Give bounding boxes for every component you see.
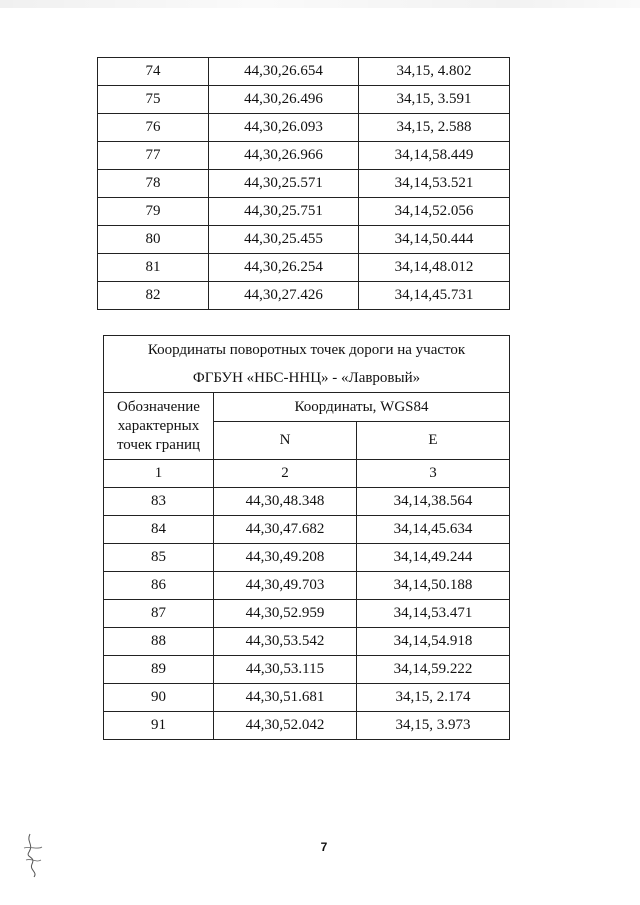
table-row — [104, 656, 510, 684]
coordinate-e: 34,14,54.918 — [357, 628, 510, 656]
coordinate-e: 34,15, 4.802 — [359, 58, 510, 86]
table-row — [98, 170, 510, 198]
table-row — [104, 628, 510, 656]
table-row — [98, 86, 510, 114]
point-number: 89 — [104, 656, 214, 684]
table-row — [104, 488, 510, 516]
coordinate-n: 44,30,25.455 — [209, 226, 359, 254]
coordinate-e: 34,15, 3.973 — [357, 712, 510, 740]
point-number: 83 — [104, 488, 214, 516]
coordinate-n: 44,30,26.093 — [209, 114, 359, 142]
coordinate-e: 34,14,45.634 — [357, 516, 510, 544]
coordinate-n: 44,30,27.426 — [209, 282, 359, 310]
table-title — [104, 336, 510, 393]
coordinate-e: 34,14,53.471 — [357, 600, 510, 628]
point-number: 85 — [104, 544, 214, 572]
point-number: 87 — [104, 600, 214, 628]
coordinate-e: 34,14,58.449 — [359, 142, 510, 170]
coordinate-n: 44,30,25.751 — [209, 198, 359, 226]
coordinate-n: 44,30,53.115 — [214, 656, 357, 684]
table-row — [104, 544, 510, 572]
coordinate-n: 44,30,51.681 — [214, 684, 357, 712]
coordinate-n: 44,30,47.682 — [214, 516, 357, 544]
column-number-2: 2 — [214, 460, 357, 488]
table-row — [98, 58, 510, 86]
point-number: 91 — [104, 712, 214, 740]
point-number: 88 — [104, 628, 214, 656]
table-row — [98, 142, 510, 170]
coordinate-e: 34,14,48.012 — [359, 254, 510, 282]
coordinate-n: 44,30,26.654 — [209, 58, 359, 86]
page-number: 7 — [320, 840, 328, 854]
coordinate-e: 34,14,49.244 — [357, 544, 510, 572]
road-coordinates-table — [103, 335, 510, 740]
coordinate-e: 34,14,45.731 — [359, 282, 510, 310]
table-row — [104, 684, 510, 712]
coordinate-n: 44,30,49.703 — [214, 572, 357, 600]
point-number: 75 — [98, 86, 209, 114]
coordinate-n: 44,30,53.542 — [214, 628, 357, 656]
coordinate-e: 34,15, 2.588 — [359, 114, 510, 142]
coordinate-n: 44,30,26.496 — [209, 86, 359, 114]
coordinates-table-continued — [97, 57, 510, 310]
point-number: 90 — [104, 684, 214, 712]
coordinate-e: 34,14,59.222 — [357, 656, 510, 684]
header-coordinates: Координаты, WGS84 — [214, 393, 510, 422]
table-title-line-2: ФГБУН «НБС-ННЦ» - «Лавровый» — [192, 370, 421, 386]
coordinate-n: 44,30,52.042 — [214, 712, 357, 740]
coordinate-e: 34,14,53.521 — [359, 170, 510, 198]
point-number: 80 — [98, 226, 209, 254]
point-number: 84 — [104, 516, 214, 544]
coordinate-n: 44,30,25.571 — [209, 170, 359, 198]
coordinate-e: 34,14,52.056 — [359, 198, 510, 226]
point-number: 74 — [98, 58, 209, 86]
coordinate-e: 34,15, 3.591 — [359, 86, 510, 114]
table-row — [104, 712, 510, 740]
table-row — [98, 226, 510, 254]
table-row — [98, 114, 510, 142]
column-number-3: 3 — [357, 460, 510, 488]
coordinate-e: 34,14,50.188 — [357, 572, 510, 600]
column-number-1: 1 — [104, 460, 214, 488]
table-row — [98, 254, 510, 282]
header-designation: Обозначение характерных точек границ — [104, 393, 214, 460]
coordinate-n: 44,30,26.254 — [209, 254, 359, 282]
table-title-line-1: Координаты поворотных точек дороги на участок — [147, 342, 466, 358]
coordinate-n: 44,30,52.959 — [214, 600, 357, 628]
point-number: 86 — [104, 572, 214, 600]
coordinate-n: 44,30,48.348 — [214, 488, 357, 516]
coordinate-n: 44,30,26.966 — [209, 142, 359, 170]
point-number: 82 — [98, 282, 209, 310]
coordinate-e: 34,15, 2.174 — [357, 684, 510, 712]
point-number: 81 — [98, 254, 209, 282]
coordinate-e: 34,14,50.444 — [359, 226, 510, 254]
table-row — [98, 198, 510, 226]
point-number: 78 — [98, 170, 209, 198]
point-number: 77 — [98, 142, 209, 170]
coordinate-n: 44,30,49.208 — [214, 544, 357, 572]
header-e: E — [357, 422, 510, 460]
table-row — [104, 516, 510, 544]
table-row — [98, 282, 510, 310]
header-n: N — [214, 422, 357, 460]
coordinate-e: 34,14,38.564 — [357, 488, 510, 516]
scan-edge-artifact — [0, 0, 640, 8]
handwritten-signature — [20, 830, 48, 880]
table-row — [104, 572, 510, 600]
point-number: 76 — [98, 114, 209, 142]
table-row — [104, 600, 510, 628]
point-number: 79 — [98, 198, 209, 226]
